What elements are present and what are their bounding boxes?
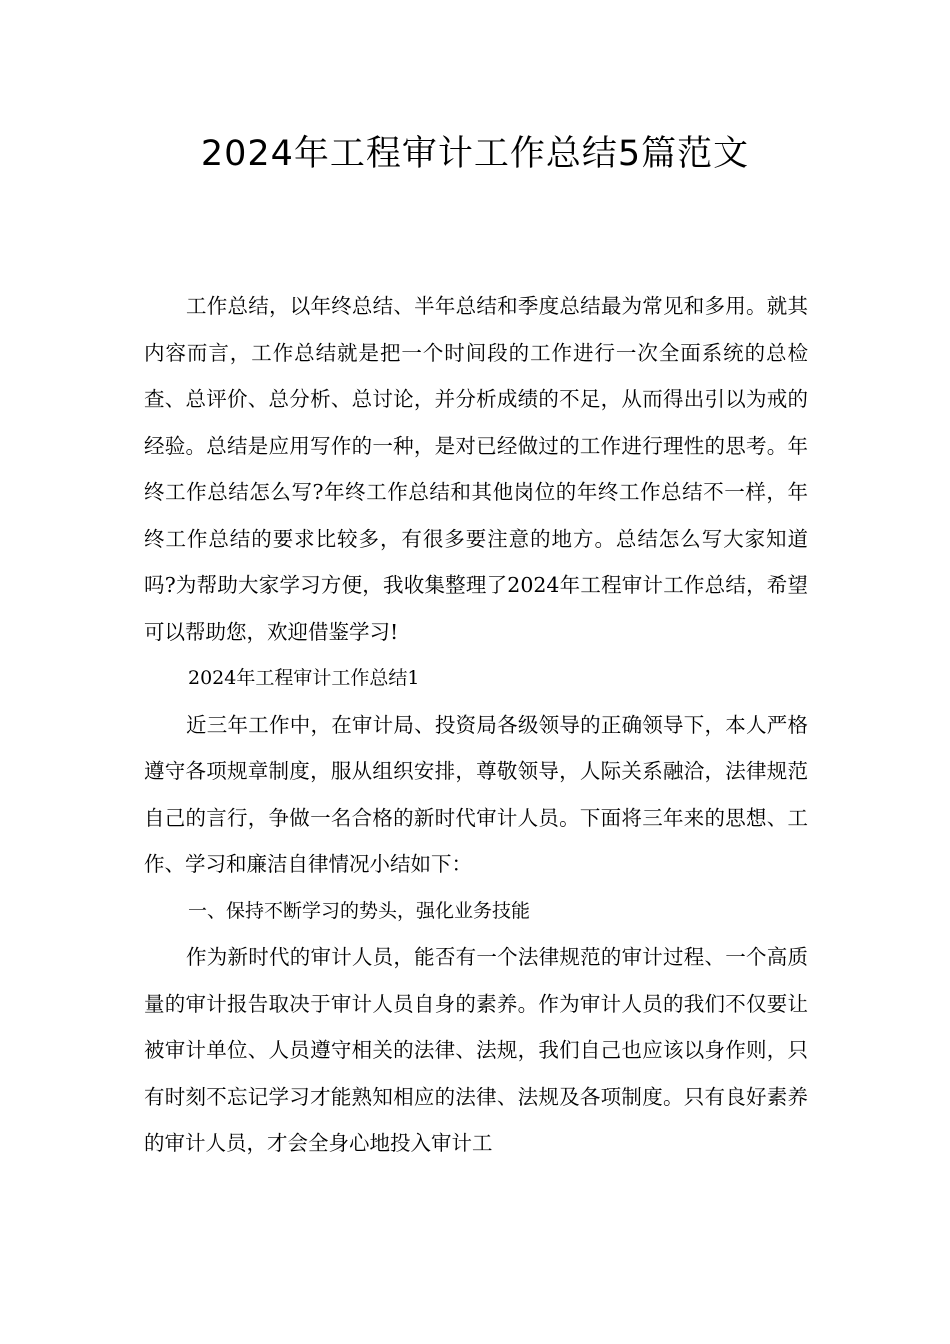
section-intro-paragraph: 近三年工作中，在审计局、投资局各级领导的正确领导下，本人严格遵守各项规章制度，服从组织安排，尊敬领导，人际关系融洽，法律规范自己的言行，争做一名合格的新时代审计人员。下面将三年来的思想、工作、学习和廉洁自律情况小结如下： (144, 712, 808, 876)
document-title: 2024年工程审计工作总结5篇范文 (200, 134, 750, 174)
subsection-paragraph: 作为新时代的审计人员，能否有一个法律规范的审计过程、一个高质量的审计报告取决于审计人员自身的素养。作为审计人员的我们不仅要让被审计单位、人员遵守相关的法律、法规，我们自己也应该以身作则，只有时刻不忘记学习才能熟知相应的法律、法规及各项制度。只有良好素养的审计人员，才会全身心地投入审计工 (144, 945, 808, 1155)
intro-paragraph: 工作总结，以年终总结、半年总结和季度总结最为常见和多用。就其内容而言，工作总结就是把一个时间段的工作进行一次全面系统的总检查、总评价、总分析、总讨论，并分析成绩的不足，从而得出引以为戒的经验。总结是应用写作的一种，是对已经做过的工作进行理性的思考。年终工作总结怎么写?年终工作总结和其他岗位的年终工作总结不一样，年终工作总结的要求比较多，有很多要注意的地方。总结怎么写大家知道吗?为帮助大家学习方便，我收集整理了2024年工程审计工作总结，希望可以帮助您，欢迎借鉴学习! (144, 294, 808, 644)
subsection-heading: 一、保持不断学习的势头，强化业务技能 (188, 899, 531, 922)
document-body (144, 283, 808, 1167)
section-heading: 2024年工程审计工作总结1 (188, 667, 420, 689)
